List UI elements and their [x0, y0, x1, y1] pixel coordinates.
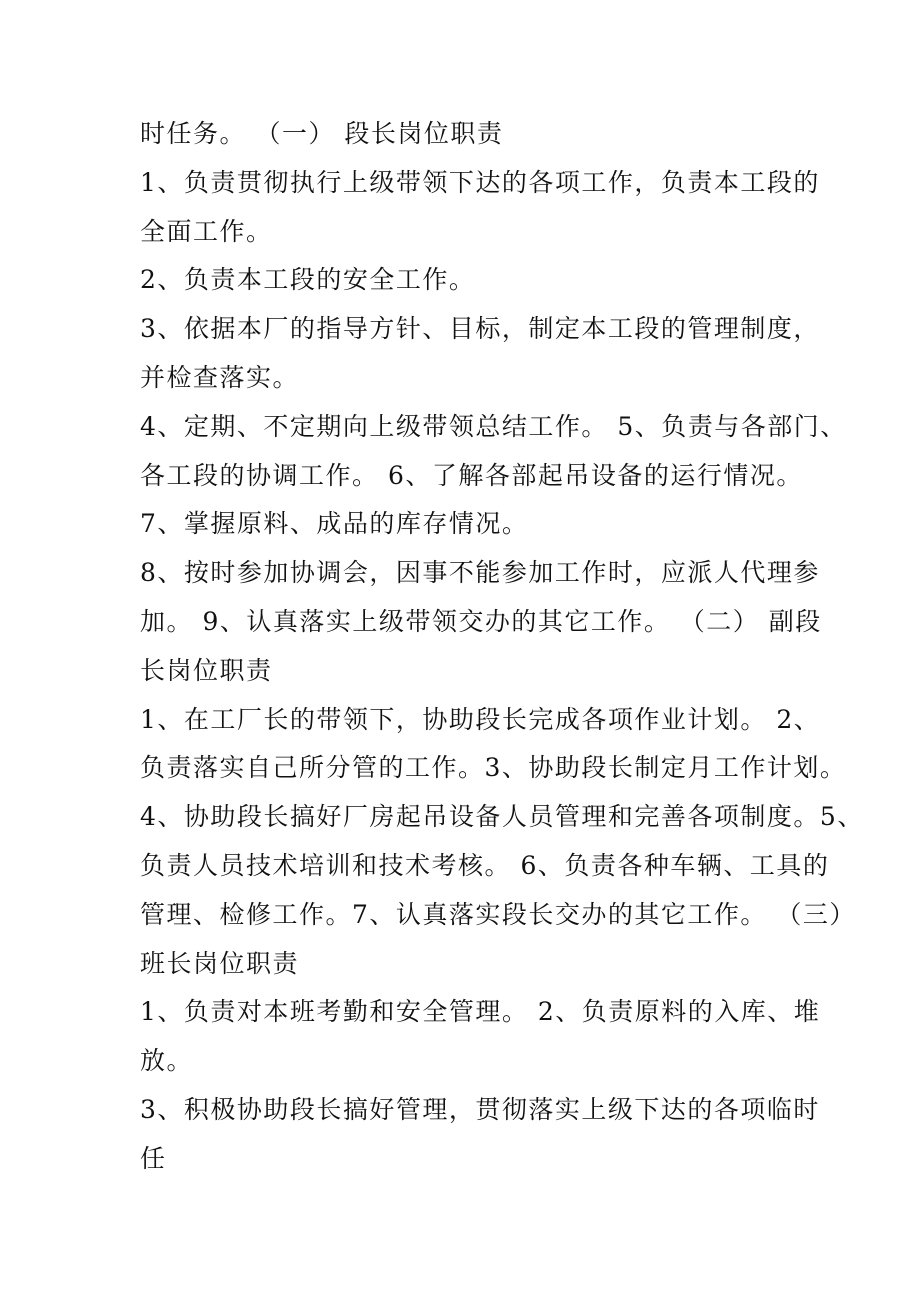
text-line: 并检查落实。 [140, 362, 300, 392]
text-line: 管理、检修工作。7、认真落实段长交办的其它工作。 （三） [140, 899, 856, 929]
text-line: 时任务。 （一） 段长岗位职责 [140, 119, 504, 148]
text-line: 3、积极协助段长搞好管理，贯彻落实上级下达的各项临时 [140, 1094, 820, 1124]
text-line: 全面工作。 [140, 216, 273, 246]
text-line: 3、依据本厂的指导方针、目标，制定本工段的管理制度， [140, 314, 820, 344]
text-line: 4、定期、不定期向上级带领总结工作。 5、负责与各部门、 [140, 411, 847, 441]
text-line: 8、按时参加协调会，因事不能参加工作时，应派人代理参 [140, 558, 820, 588]
text-line: 放。 [140, 1046, 194, 1076]
text-line: 1、负责对本班考勤和安全管理。 2、负责原料的入库、堆 [140, 997, 821, 1027]
text-line: 1、在工厂长的带领下，协助段长完成各项作业计划。 2、 [140, 704, 821, 734]
text-line: 各工段的协调工作。 6、了解各部起吊设备的运行情况。 [140, 460, 803, 490]
text-line: 4、协助段长搞好厂房起吊设备人员管理和完善各项制度。5、 [140, 802, 864, 832]
text-line: 任 [140, 1143, 167, 1173]
text-line: 长岗位职责 [140, 655, 273, 685]
document-body [140, 110, 864, 1184]
text-line: 2、负责本工段的安全工作。 [140, 265, 476, 295]
text-line: 7、掌握原料、成品的库存情况。 [140, 509, 529, 539]
text-line: 负责人员技术培训和技术考核。 6、负责各种车辆、工具的 [140, 850, 830, 880]
text-line: 加。 9、认真落实上级带领交办的其它工作。 （二） 副段 [140, 606, 822, 636]
text-line: 班长岗位职责 [140, 948, 300, 978]
text-line: 1、负责贯彻执行上级带领下达的各项工作，负责本工段的 [140, 167, 820, 197]
text-line: 负责落实自己所分管的工作。3、协助段长制定月工作计划。 [140, 753, 847, 783]
